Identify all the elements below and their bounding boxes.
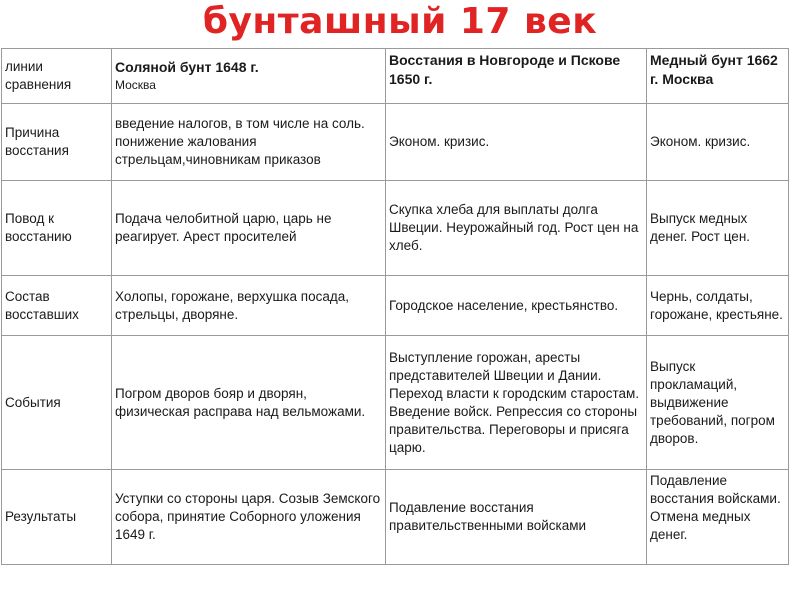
header-copper-riot — [647, 49, 789, 104]
table-row — [2, 336, 789, 470]
row-label: Причина восстания — [2, 104, 112, 181]
table-cell: введение налогов, в том числе на соль. понижение жалования стрельцам,чиновникам приказов — [112, 104, 386, 181]
table-row — [2, 470, 789, 565]
table-header-row — [2, 49, 789, 104]
table-cell: Выпуск прокламаций, выдвижение требований, погром дворов. — [647, 336, 789, 470]
header-comparison-lines — [2, 49, 112, 104]
header-col1-subtitle: Москва — [115, 78, 156, 92]
header-salt-riot — [112, 49, 386, 104]
table-row — [2, 276, 789, 336]
table-cell: Скупка хлеба для выплаты долга Швеции. Неурожайный год. Рост цен на хлеб. — [386, 181, 647, 276]
row-label: Повод к восстанию — [2, 181, 112, 276]
page-title: бунташный 17 век — [202, 1, 598, 42]
table-row — [2, 104, 789, 181]
table-cell: Подавление восстания правительственными войсками — [386, 470, 647, 565]
comparison-table — [1, 48, 789, 565]
header-col2-title: Восстания в Новгороде и Пскове 1650 г. — [389, 52, 621, 87]
table-cell: Городское население, крестьянство. — [386, 276, 647, 336]
table-cell: Подавление восстания войсками. Отмена медных денег. — [647, 470, 789, 565]
table-cell: Погром дворов бояр и дворян, физическая расправа над вельможами. — [112, 336, 386, 470]
table-cell: Уступки со стороны царя. Созыв Земского собора, принятие Соборного уложения 1649 г. — [112, 470, 386, 565]
row-label: Результаты — [2, 470, 112, 565]
row-label: Состав восставших — [2, 276, 112, 336]
table-row — [2, 181, 789, 276]
header-col0-text: линии сравнения — [5, 59, 72, 92]
table-cell: Эконом. кризис. — [386, 104, 647, 181]
table-cell: Чернь, солдаты, горожане, крестьяне. — [647, 276, 789, 336]
table-cell: Подача челобитной царю, царь не реагирует. Арест просителей — [112, 181, 386, 276]
header-col3-title: Медный бунт 1662 г. Москва — [650, 52, 778, 87]
header-novgorod-pskov — [386, 49, 647, 104]
table-cell: Выступление горожан, аресты представителей Швеции и Дании. Переход власти к городским старостам. Введение войск. Репрессия со стороны правительства. Переговоры и присяга царю. — [386, 336, 647, 470]
row-label: События — [2, 336, 112, 470]
table-cell: Эконом. кризис. — [647, 104, 789, 181]
header-col1-title: Соляной бунт 1648 г. — [115, 59, 259, 75]
table-cell: Холопы, горожане, верхушка посада, стрельцы, дворяне. — [112, 276, 386, 336]
table-cell: Выпуск медных денег. Рост цен. — [647, 181, 789, 276]
